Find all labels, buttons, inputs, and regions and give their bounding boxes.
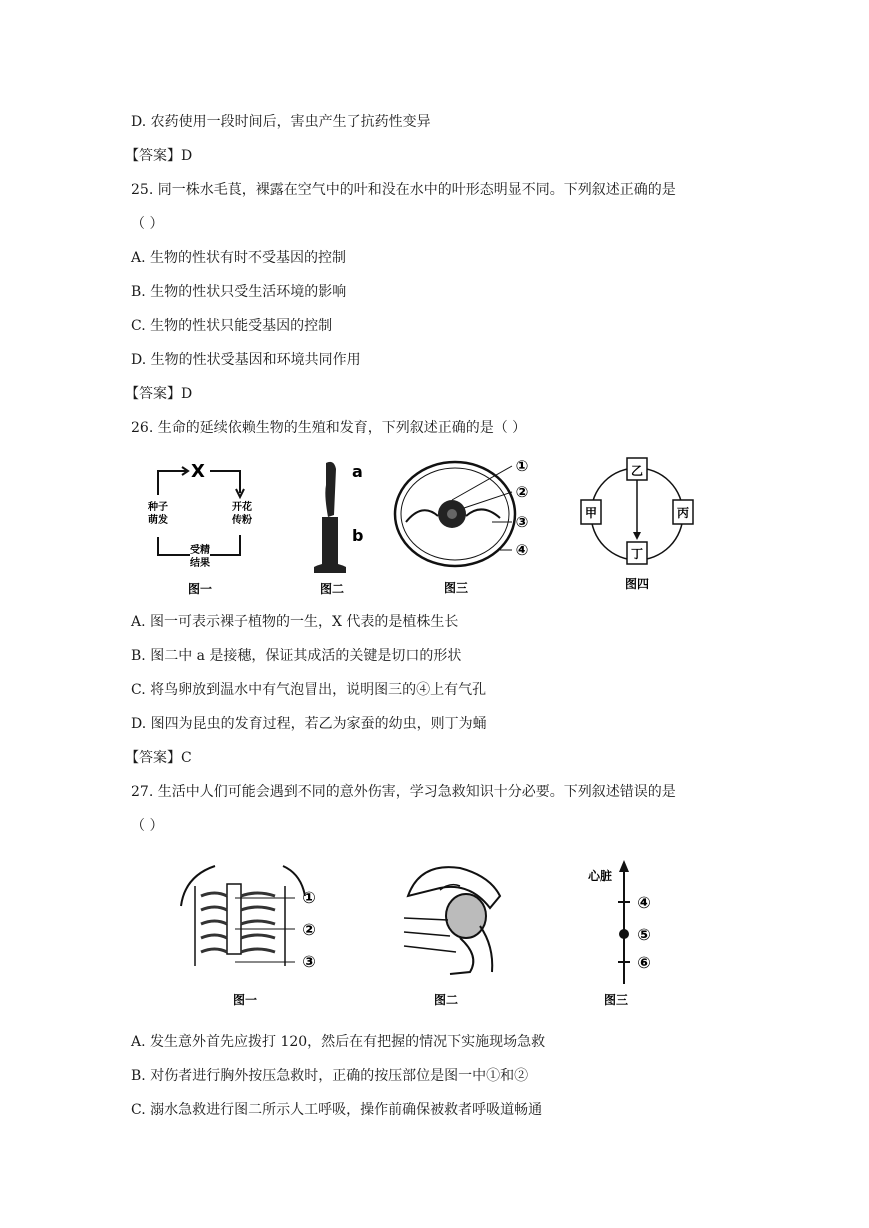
q26-fig1-right-label-2: 传粉 [232,515,252,526]
q27-option-b: B. 对伤者进行胸外按压急救时，正确的按压部位是图一中①和② [131,1068,529,1084]
q26-fig3-label-4: ④ [515,541,529,559]
q26-fig4-left-label: 甲 [584,506,598,520]
q26-fig1-right-label-1: 开花 [232,502,252,513]
q27-fig3-label-4: ④ [637,893,651,912]
q26-fig3-label-1: ① [515,457,529,475]
q26-fig1-left-label-2: 萌发 [148,515,168,526]
q25-paren: （ ） [131,216,164,232]
q27-stem: 27. 生活中人们可能会遇到不同的意外伤害，学习急救知识十分必要。下列叙述错误的是 [131,784,676,800]
q26-fig1-x-label: X [191,461,205,482]
q26-fig4-cycle [575,452,695,597]
q26-fig4-top-label: 乙 [630,464,644,478]
q26-fig2-b-label: b [352,526,364,545]
q27-fig1-ribcage [175,856,325,1011]
q27-fig3-caption: 图三 [603,993,629,1007]
q26-fig1-bottom-label-1: 受精 [190,545,210,556]
q25-stem: 25. 同一株水毛茛，裸露在空气中的叶和没在水中的叶形态明显不同。下列叙述正确的是 [131,182,676,198]
q26-fig3-egg [392,452,552,597]
q26-fig2-caption: 图二 [319,582,345,595]
q26-option-c: C. 将鸟卵放到温水中有气泡冒出，说明图三的④上有气孔 [131,682,487,698]
q26-fig2-grafting [300,455,380,595]
q27-option-c: C. 溺水急救进行图二所示人工呼吸，操作前确保被救者呼吸道畅通 [131,1102,543,1118]
q26-fig4-right-label: 丙 [676,506,690,520]
q26-option-b: B. 图二中 a 是接穗，保证其成活的关键是切口的形状 [131,648,462,664]
q26-answer: 【答案】C [125,750,192,766]
q25-answer: 【答案】D [125,386,193,402]
q26-fig3-caption: 图三 [443,581,469,595]
q27-fig1-label-1: ① [302,888,316,907]
q26-fig1-cycle-diagram [140,455,260,595]
q26-fig2-a-label: a [352,462,363,481]
q26-fig1-left-label-1: 种子 [148,502,168,513]
q27-fig1-label-2: ② [302,920,316,939]
q26-fig4-caption: 图四 [624,577,650,591]
q25-option-b: B. 生物的性状只受生活环境的影响 [131,284,347,300]
q27-fig1-label-3: ③ [302,952,316,971]
q27-fig2-rescue-breathing [400,856,510,1011]
q27-fig3-label-6: ⑥ [637,953,651,972]
q26-stem: 26. 生命的延续依赖生物的生殖和发育，下列叙述正确的是（ ） [131,420,527,436]
q27-paren: （ ） [131,818,164,834]
q24-option-d: D. 农药使用一段时间后，害虫产生了抗药性变异 [131,114,431,130]
q27-fig3-heart-label: 心脏 [587,869,613,883]
q26-fig4-bottom-label: 丁 [630,547,644,561]
q26-fig3-label-2: ② [515,483,529,501]
q27-fig3-label-5: ⑤ [637,925,651,944]
q24-answer: 【答案】D [125,148,193,164]
q25-option-a: A. 生物的性状有时不受基因的控制 [131,250,347,266]
q27-fig2-caption: 图二 [433,993,459,1007]
q26-fig1-bottom-label-2: 结果 [190,558,210,569]
q26-option-d: D. 图四为昆虫的发育过程，若乙为家蚕的幼虫，则丁为蛹 [131,716,487,732]
q25-option-d: D. 生物的性状受基因和环境共同作用 [131,352,361,368]
q27-fig1-caption: 图一 [232,993,258,1007]
q27-option-a: A. 发生意外首先应拨打 120，然后在有把握的情况下实施现场急救 [131,1034,546,1050]
q26-fig1-caption: 图一 [187,582,213,595]
q27-fig3-heart-line [582,852,672,1012]
q26-fig3-label-3: ③ [515,513,529,531]
q25-option-c: C. 生物的性状只能受基因的控制 [131,318,333,334]
q26-option-a: A. 图一可表示裸子植物的一生，X 代表的是植株生长 [131,614,459,630]
